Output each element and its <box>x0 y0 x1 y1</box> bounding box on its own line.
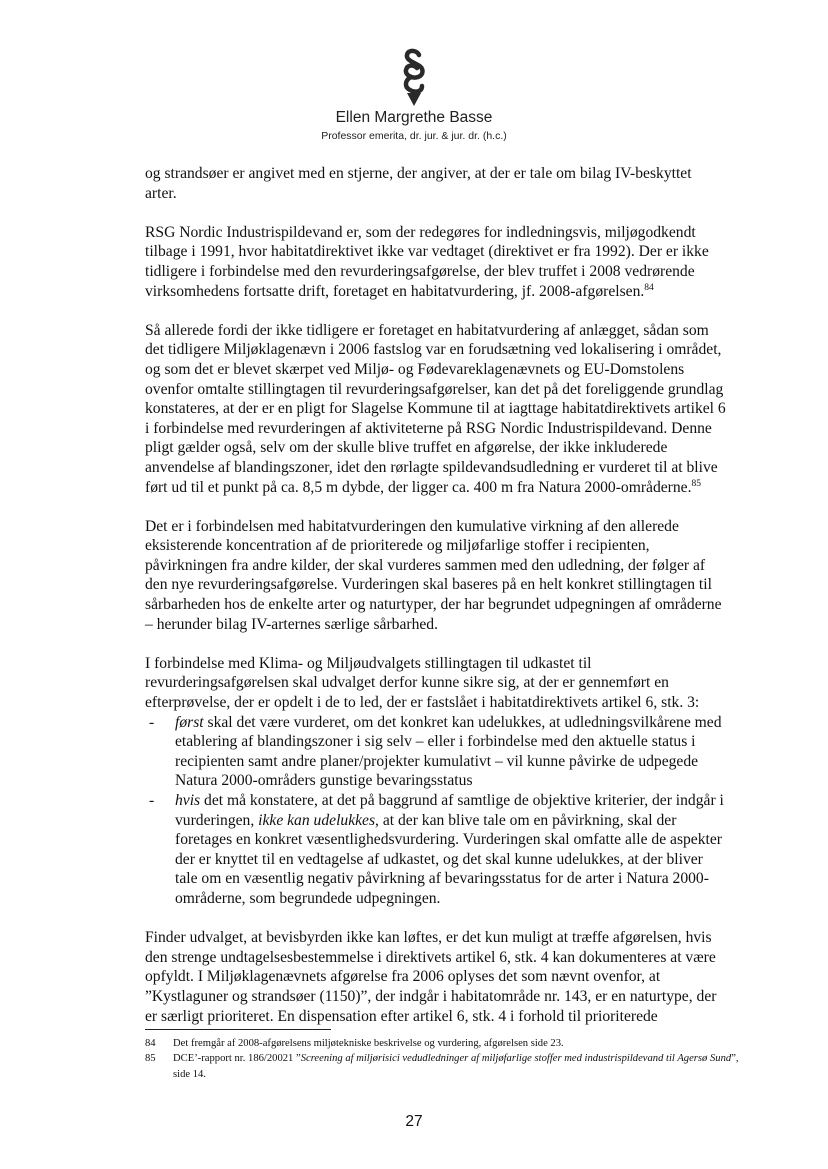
list-item-lead: hvis <box>175 792 201 809</box>
paragraph-2-text: RSG Nordic Industrispildevand er, som der redegøres for indledningsvis, miljøgodkendt tilbage i 1991, hvor habitatdirektivet ikke var vedtaget (direktivet er fra 1992). Der er ikke tidligere i forbindelse med den revurderingsafgørelse, der blev truffet i 2008 vedrørende virksomhedens fortsatte drift, foretaget en habitatvurdering, jf. 2008-afgørelsen. <box>145 223 709 300</box>
paragraph-5 <box>145 654 727 713</box>
list-item-text: , at der kan blive tale om en påvirkning, skal der foretages en konkret væsentlighedsvurdering. Vurderingen skal omfatte alle de aspekter der er knyttet til en vedtagelse af udkastet, og det skal kunne udelukkes, at der bliver tale om en væsentlig negativ påvirkning af bevaringsstatus for de arter i Natura 2000-områderne, som begrundede udpegningen. <box>175 811 722 907</box>
footnote-text-end: ”, side 14. <box>173 1053 739 1080</box>
footnote-ref-84: 84 <box>644 282 654 293</box>
paragraph-1 <box>145 164 727 203</box>
footnotes <box>145 1036 745 1082</box>
paragraph-6 <box>145 928 727 1026</box>
paragraph-5-text: I forbindelse med Klima- og Miljøudvalgets stillingtagen til udkastet til revurderingsafgørelsen skal udvalget derfor kunne sikre sig, at der er gennemført en efterprøvelse, der er opdelt i de to led, der er fastslået i habitatdirektivets artikel 6, stk. 3: <box>145 654 700 712</box>
paragraph-4 <box>145 517 727 635</box>
footnote-text: Det fremgår af 2008-afgørelsens miljøtekniske beskrivelse og vurdering, afgørelsen side 23. <box>173 1038 564 1049</box>
list-item <box>145 713 727 791</box>
footnote-85 <box>145 1051 745 1082</box>
criteria-list <box>145 713 727 909</box>
footnote-number: 84 <box>145 1038 156 1049</box>
footnote-number: 85 <box>145 1053 156 1065</box>
list-item-lead: først <box>175 713 204 731</box>
footnote-divider <box>145 1029 331 1030</box>
paragraph-3-text: Så allerede fordi der ikke tidligere er foretaget en habitatvurdering af anlægget, sådan som det tidligere Miljøklagenævn i 2006 fastslog var en forudsætning ved lokalisering i området, og som det er blevet skærpet ved Miljø- og Fødevareklagenævnets og EU-Domstolens ovenfor omtalte stillingtagen til revurderingsafgørelser, kan det på det foreliggende grundlag konstateres, at der er en pligt for Slagelse Kommune til at iagttage habitatdirektivets artikel 6 i forbindelse med revurderingen af aktiviteterne på RSG Nordic Industrispildevand. Denne pligt gælder også, selv om der skulle blive truffet en afgørelse, der ikke inkluderede anvendelse af blandingszoner, idet den rørlagte spildevandsudledning er vurderet til at blive ført ud til et punkt på ca. 8,5 m dybde, der ligger ca. 400 m fra Natura 2000-områderne. <box>145 321 726 496</box>
list-bullet: - <box>149 713 155 731</box>
paragraph-3 <box>145 321 727 497</box>
list-item-text: skal det være vurderet, om det konkret kan udelukkes, at udledningsvilkårene med etablering af blandingszoner i sig selv – eller i forbindelse med den aktuelle status i recipienten samt andre planer/projekter kumulativt – vil kunne påvirke de udpegede Natura 2000-områders gunstige bevaringsstatus <box>175 713 722 790</box>
footnote-title: Screening af miljørisici vedudledninger af miljøfarlige stoffer med industrispildevand til Agersø Sund <box>300 1053 732 1065</box>
footnote-84 <box>145 1036 745 1051</box>
paragraph-6-text: Finder udvalget, at bevisbyrden ikke kan løftes, er det kun muligt at træffe afgørelsen, hvis den strenge undtagelsesbestemmelse i direktivets artikel 6, stk. 4 kan dokumenteres at være opfyldt. I Miljøklagenævnets afgørelse fra 2006 oplyses det som nævnt ovenfor, at ”Kystlaguner og strandsøer (1150)”, der indgår i habitatområde nr. 143, er en naturtype, der er særligt prioriteret. En dispensation efter artikel 6, stk. 4 i forhold til prioriterede <box>145 929 717 1025</box>
document-body <box>145 164 727 1026</box>
author-name: Ellen Margrethe Basse <box>335 109 493 126</box>
list-bullet: - <box>149 792 155 809</box>
page-number: 27 <box>405 1113 423 1130</box>
paragraph-4-text: Det er i forbindelsen med habitatvurderingen den kumulative virkning af den allerede eksisterende koncentration af de prioriterede og miljøfarlige stoffer i recipienten, påvirkningen fra andre kilder, der skal vurderes sammen med den udledning, der følger af den nye revurderingsafgørelse. Vurderingen skal baseres på en helt konkret stillingtagen til sårbarheden hos de enkelte arter og naturtyper, der har begrundet udpegningen af områderne – herunder bilag IV-arternes særlige sårbarhed. <box>145 517 722 633</box>
paragraph-1-text: og strandsøer er angivet med en stjerne, der angiver, at der er tale om bilag IV-beskyttet arter. <box>145 165 692 202</box>
list-item-emphasis: ikke kan udelukkes <box>258 811 376 829</box>
footnote-ref-85: 85 <box>691 478 701 489</box>
list-item-text: det må konstatere, at det på baggrund af samtlige de objektive kriterier, der indgår i vurderingen, <box>175 792 724 829</box>
paragraph-2 <box>145 223 727 301</box>
footnote-text: DCE’-rapport nr. 186/20021 ” <box>173 1053 301 1065</box>
author-title: Professor emerita, dr. jur. & jur. dr. (h.c.) <box>321 130 507 142</box>
section-sign-logo-icon <box>400 46 428 108</box>
list-item <box>145 791 727 909</box>
